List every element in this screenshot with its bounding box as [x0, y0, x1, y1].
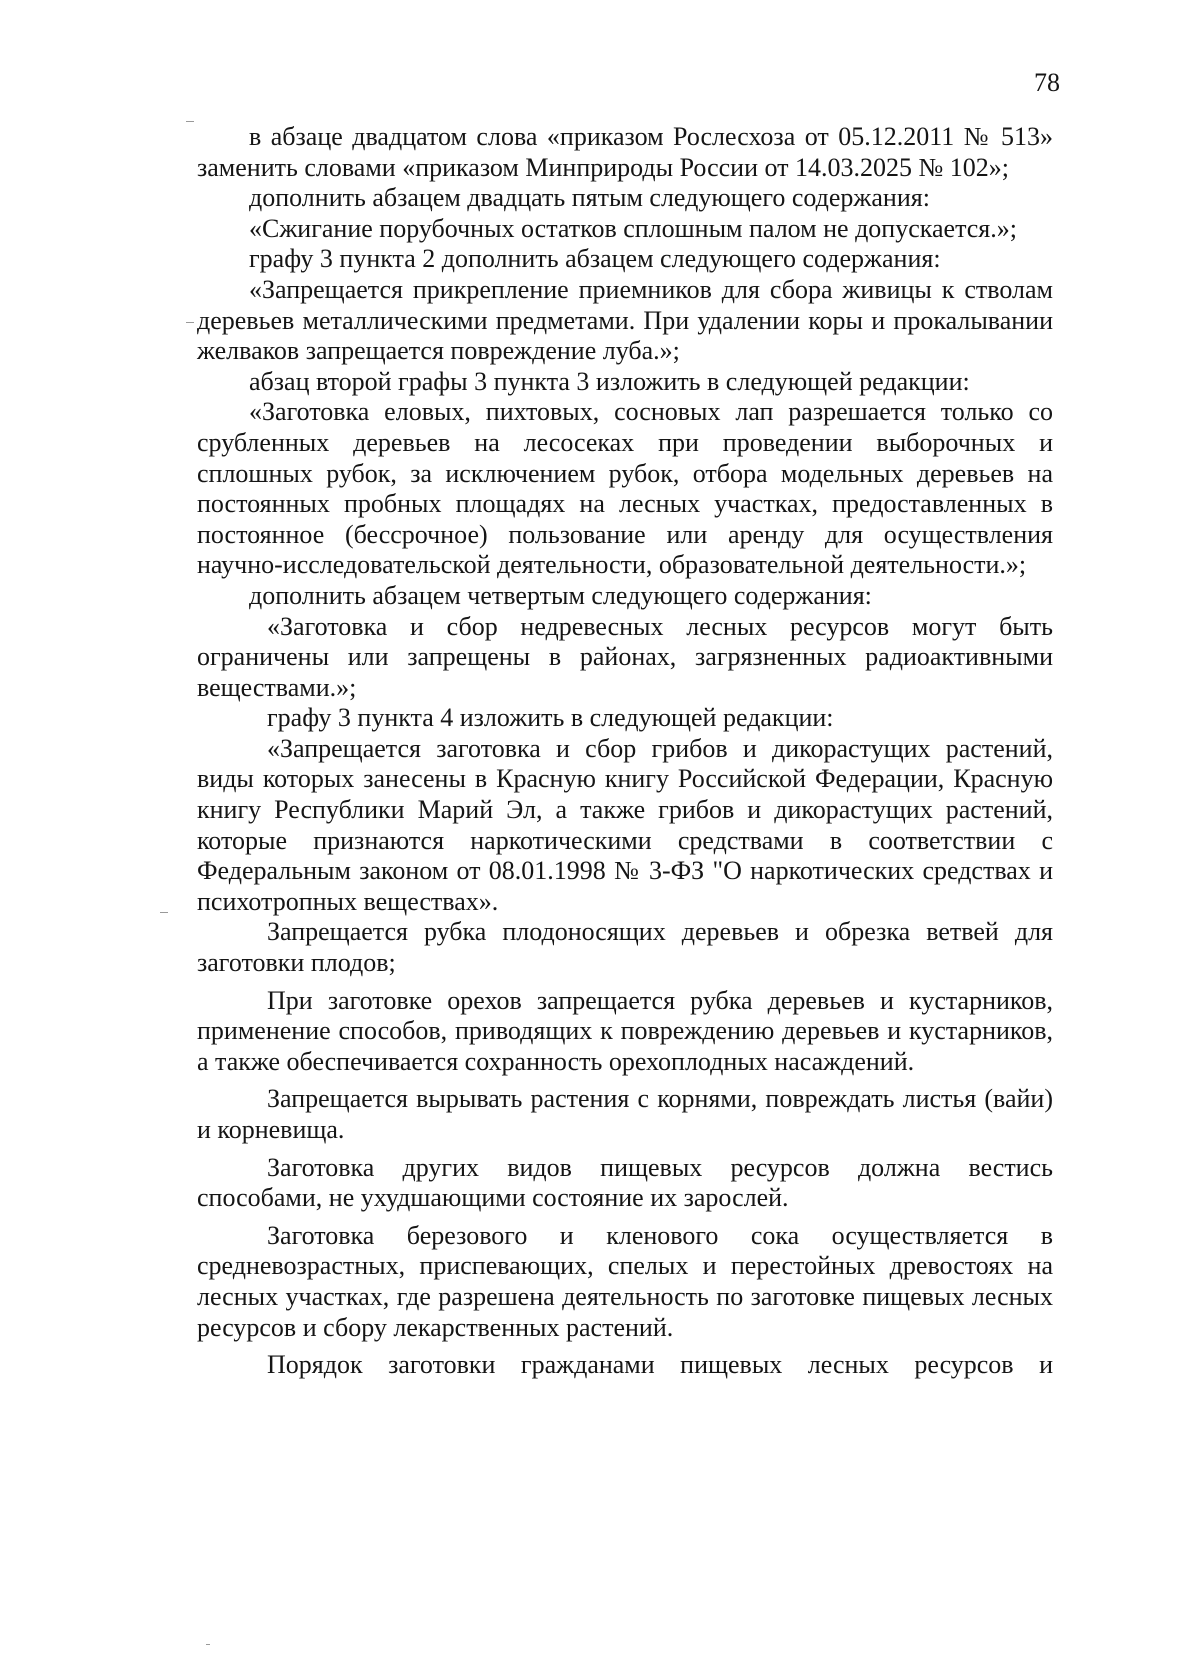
- scan-speck: [186, 322, 194, 323]
- paragraph: абзац второй графы 3 пункта 3 изложить в следующей редакции:: [249, 366, 970, 396]
- scan-speck: [206, 1644, 210, 1645]
- paragraph: дополнить абзацем двадцать пятым следующего содержания:: [249, 183, 930, 213]
- paragraph: Заготовка других видов пищевых ресурсов должна вестись способами, не ухудшающими состояние их зарослей.: [197, 1152, 1053, 1213]
- paragraph: «Запрещается прикрепление приемников для сбора живицы к стволам деревьев металлическими предметами. При удалении коры и прокалывании желваков запрещается повреждение луба.»;: [197, 274, 1053, 366]
- paragraph: «Сжигание порубочных остатков сплошным палом не допускается.»;: [249, 213, 1017, 243]
- scan-speck: [186, 121, 194, 122]
- paragraph: графу 3 пункта 4 изложить в следующей редакции:: [267, 703, 834, 733]
- paragraph: «Заготовка и сбор недревесных лесных ресурсов могут быть ограничены или запрещены в районах, загрязненных радиоактивными веществами.»;: [197, 611, 1053, 702]
- scan-speck: [160, 912, 168, 913]
- paragraph: Порядок заготовки гражданами пищевых лесных ресурсов и: [267, 1350, 1053, 1380]
- paragraph: «Запрещается заготовка и сбор грибов и дикорастущих растений, виды которых занесены в Красную книгу Российской Федерации, Красную книгу Республики Марий Эл, а также грибов и дикорастущих растений, которые признаются наркотическими средствами в соответствии с Федеральным законом от 08.01.1998 № 3-ФЗ "О наркотических средствах и психотропных веществах».: [197, 733, 1053, 916]
- paragraph: Заготовка березового и кленового сока осуществляется в средневозрастных, приспевающих, спелых и перестойных древостоях на лесных участках, где разрешена деятельность по заготовке пищевых лесных ресурсов и сбору лекарственных растений.: [197, 1220, 1053, 1342]
- paragraph: При заготовке орехов запрещается рубка деревьев и кустарников, применение способов, приводящих к повреждению деревьев и кустарников, а также обеспечивается сохранность орехоплодных насаждений.: [197, 985, 1053, 1076]
- page-number: 78: [1034, 68, 1060, 97]
- paragraph: Запрещается вырывать растения с корнями, повреждать листья (вайи) и корневища.: [197, 1084, 1053, 1144]
- paragraph: «Заготовка еловых, пихтовых, сосновых лап разрешается только со срубленных деревьев на лесосеках при проведении выборочных и сплошных рубок, за исключением рубок, отбора модельных деревьев на постоянных пробных площадях на лесных участках, предоставленных в постоянное (бессрочное) пользование или аренду для осуществления научно-исследовательской деятельности, образовательной деятельности.»;: [197, 397, 1053, 580]
- paragraph: графу 3 пункта 2 дополнить абзацем следующего содержания:: [249, 244, 941, 274]
- paragraph: дополнить абзацем четвертым следующего содержания:: [249, 580, 872, 610]
- paragraph: в абзаце двадцатом слова «приказом Рослесхоза от 05.12.2011 № 513» заменить словами «приказом Минприроды России от 14.03.2025 № 102»;: [197, 122, 1053, 182]
- paragraph: Запрещается рубка плодоносящих деревьев и обрезка ветвей для заготовки плодов;: [197, 917, 1053, 978]
- document-body: [197, 122, 1053, 1381]
